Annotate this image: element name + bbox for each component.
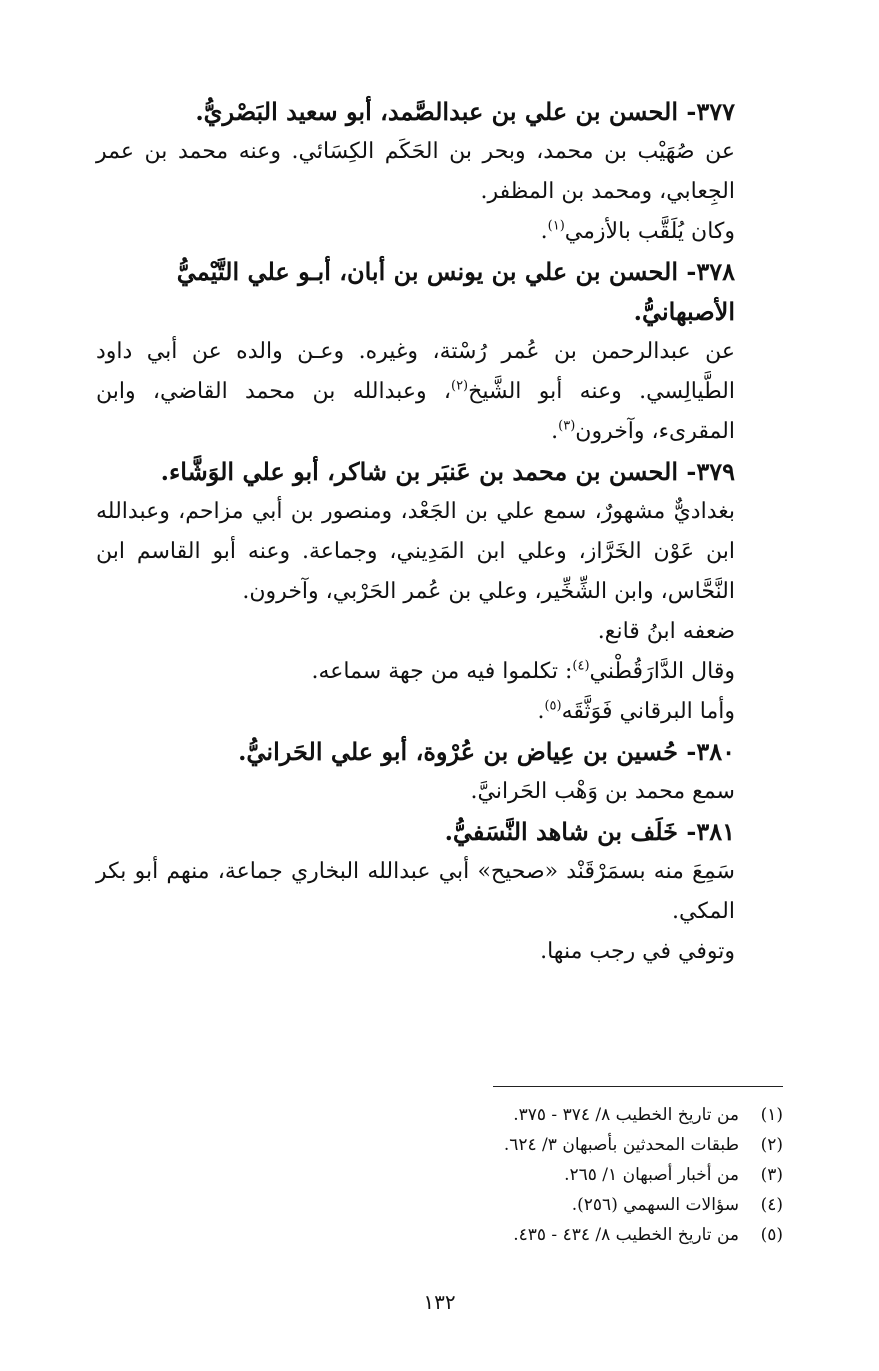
laqab-end: .	[540, 219, 548, 244]
footnote-ref-3: (٣)	[558, 418, 576, 434]
footnote-ref-5: (٥)	[544, 698, 562, 714]
footnote	[96, 1130, 783, 1160]
daraqutni-quote: : تكلموا فيه من جهة سماعه.	[311, 659, 573, 684]
entry-line-381-death: وتوفي في رجب منها.	[540, 939, 735, 964]
footnote-ref-4: (٤)	[572, 658, 590, 674]
entry-heading-380: ٣٨٠- حُسين بن عِياض بن عُرْوة، أبو علي الحَرانيُّ.	[238, 737, 735, 766]
entry-text-379: بغداديٌّ مشهورٌ، سمع علي بن الجَعْد، ومنصور بن أبي مزاحم، وعبدالله ابن عَوْن الخَرَّاز، وعلي ابن المَدِيني، وجماعة. وعنه أبو القاسم ابن النَّحَّاس، وابن الشِّخِّير، وعلي بن عُمر الحَرْبي، وآخرون.	[96, 499, 735, 604]
footnote-number: (٣)	[760, 1165, 783, 1185]
footnote	[96, 1220, 783, 1250]
footnotes	[96, 1100, 783, 1250]
footnote	[96, 1160, 783, 1190]
entry-heading-378: ٣٧٨- الحسن بن علي بن يونس بن أبان، أبـو علي التَّيْميُّ الأصبهانيُّ.	[176, 257, 735, 326]
entry-heading-377: ٣٧٧- الحسن بن علي بن عبدالصَّمد، أبو سعيد البَصْريُّ.	[195, 97, 735, 126]
footnote-text: من تاريخ الخطيب ٨/ ٣٧٤ - ٣٧٥.	[513, 1105, 739, 1125]
footnote-number: (٢)	[760, 1135, 783, 1155]
entry-text-378-b: ، وعبدالله بن محمد القاضي، وابن المقرىء، وآخرون	[96, 379, 735, 444]
footnote-number: (٤)	[760, 1195, 783, 1215]
footnote-ref-1: (١)	[547, 218, 565, 234]
footnote-text: طبقات المحدثين بأصبهان ٣/ ٦٢٤.	[503, 1135, 739, 1155]
entry-heading-381: ٣٨١- خَلَف بن شاهد النَّسَفيُّ.	[444, 817, 735, 846]
entry-text-378-c: .	[551, 419, 559, 444]
entry-line-379-weak: ضعفه ابنُ قانع.	[597, 619, 735, 644]
entry-text-378-a: عن عبدالرحمن بن عُمر رُسْتة، وغيره. وعـن والده عن أبي داود الطَّيالِسي. وعنه أبو الشَّيخ	[96, 339, 735, 404]
entry-line-379-daraqutni	[96, 652, 783, 692]
daraqutni-text: وقال الدَّارَقُطْني	[589, 659, 735, 684]
footnote-number: (٥)	[760, 1225, 783, 1245]
entry-text-378	[96, 332, 783, 452]
entry-heading-379: ٣٧٩- الحسن بن محمد بن عَنبَر بن شاكر، أبو علي الوَشَّاء.	[160, 457, 735, 486]
footnote-divider	[493, 1086, 783, 1087]
barqani-end: .	[537, 699, 545, 724]
footnote	[96, 1190, 783, 1220]
entry-text-377: عن صُهَيْب بن محمد، وبحر بن الحَكَم الكِسَائي. وعنه محمد بن عمر الجِعابي، ومحمد بن المظفر.	[96, 139, 735, 204]
footnote-text: من أخبار أصبهان ١/ ٢٦٥.	[564, 1165, 739, 1185]
entry-line-379-barqani	[96, 692, 783, 732]
footnote-text: من تاريخ الخطيب ٨/ ٤٣٤ - ٤٣٥.	[513, 1225, 739, 1245]
page-number: ١٣٢	[423, 1290, 456, 1314]
laqab-text: وكان يُلَقَّب بالأزمي	[564, 219, 735, 244]
entry-text-380: سمع محمد بن وَهْب الحَرانيَّ.	[470, 779, 735, 804]
footnote-number: (١)	[760, 1105, 783, 1125]
barqani-text: وأما البرقاني فَوَثَّقَه	[561, 699, 735, 724]
footnote-ref-2: (٢)	[450, 378, 469, 394]
entry-line-377-laqab	[96, 212, 783, 252]
footnote	[96, 1100, 783, 1130]
footnote-text: سؤالات السهمي (٢٥٦).	[571, 1195, 739, 1215]
entry-text-381: سَمِعَ منه بسمَرْقَنْد «صحيح» أبي عبدالله البخاري جماعة، منهم أبو بكر المكي.	[96, 859, 735, 924]
main-text	[96, 92, 783, 972]
